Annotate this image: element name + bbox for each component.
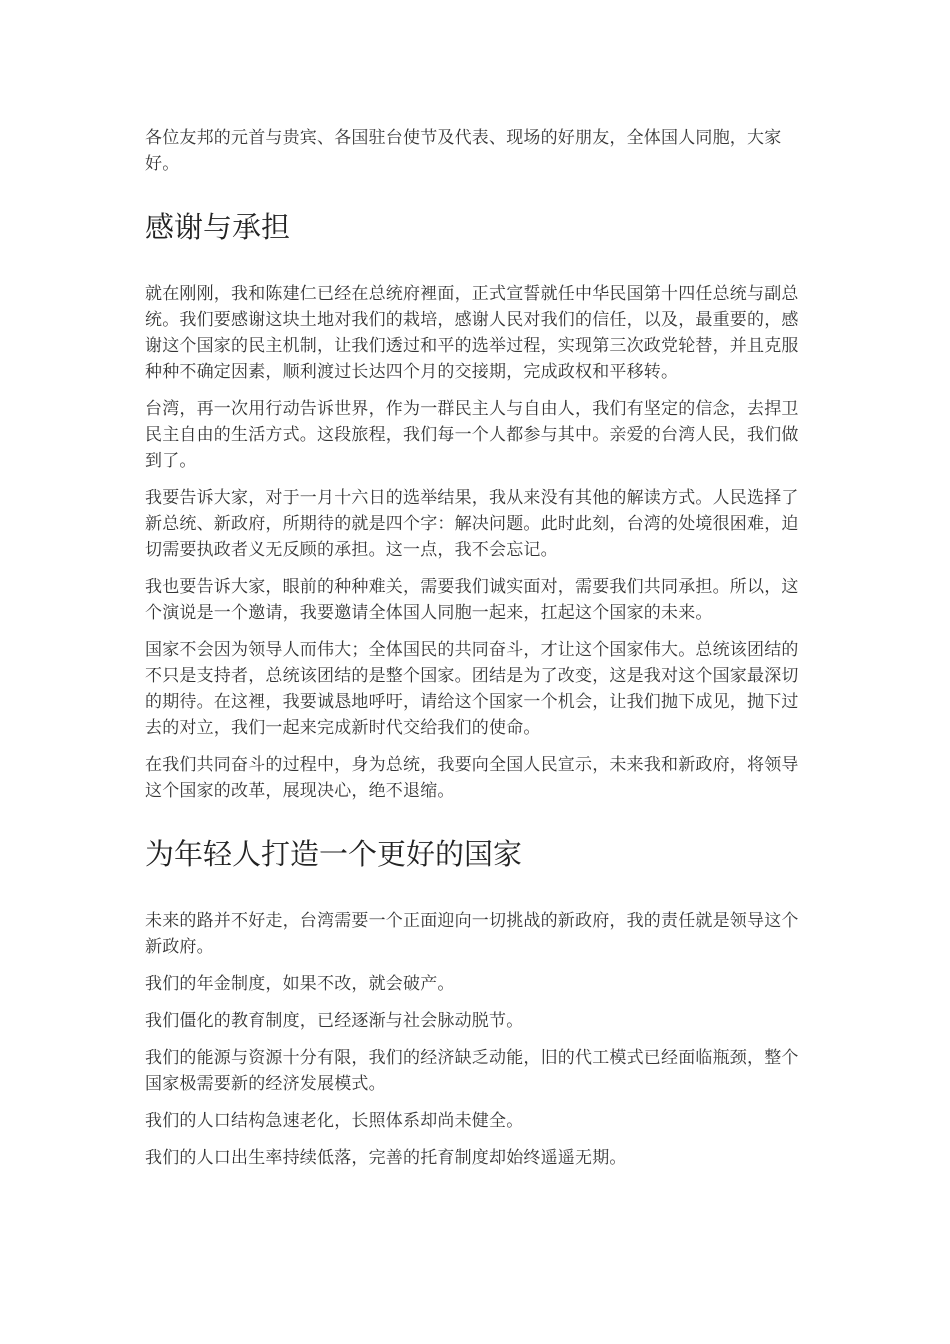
paragraph: 国家不会因为领导人而伟大；全体国民的共同奋斗，才让这个国家伟大。总统该团结的不只是支持者，总统该团结的是整个国家。团结是为了改变，这是我对这个国家最深切的期待。在这裡，我要诚恳地呼吁，请给这个国家一个机会，让我们抛下成见，抛下过去的对立，我们一起来完成新时代交给我们的使命。 [145, 640, 799, 738]
paragraph: 未来的路并不好走，台湾需要一个正面迎向一切挑战的新政府，我的责任就是领导这个新政府。 [145, 911, 799, 957]
paragraph: 我们的能源与资源十分有限，我们的经济缺乏动能，旧的代工模式已经面临瓶颈，整个国家极需要新的经济发展模式。 [145, 1048, 799, 1094]
section-heading-youth: 为年轻人打造一个更好的国家 [145, 837, 523, 871]
paragraph: 我也要告诉大家，眼前的种种难关，需要我们诚实面对，需要我们共同承担。所以，这个演说是一个邀请，我要邀请全体国人同胞一起来，扛起这个国家的未来。 [145, 577, 799, 623]
paragraph: 我要告诉大家，对于一月十六日的选举结果，我从来没有其他的解读方式。人民选择了新总统、新政府，所期待的就是四个字：解决问题。此时此刻，台湾的处境很困难，迫切需要执政者义无反顾的承担。这一点，我不会忘记。 [145, 488, 799, 560]
paragraph: 我们的人口出生率持续低落，完善的托育制度却始终遥遥无期。 [145, 1148, 627, 1168]
paragraph: 就在刚刚，我和陈建仁已经在总统府裡面，正式宣誓就任中华民国第十四任总统与副总统。我们要感谢这块土地对我们的栽培，感谢人民对我们的信任，以及，最重要的，感谢这个国家的民主机制，让我们透过和平的选举过程，实现第三次政党轮替，并且克服种种不确定因素，顺利渡过长达四个月的交接期，完成政权和平移转。 [145, 284, 799, 382]
paragraph: 我们的年金制度，如果不改，就会破产。 [145, 974, 455, 994]
paragraph: 我们僵化的教育制度，已经逐渐与社会脉动脱节。 [145, 1011, 524, 1031]
section-heading-gratitude: 感谢与承担 [145, 210, 291, 244]
paragraph: 我们的人口结构急速老化，长照体系却尚未健全。 [145, 1111, 524, 1131]
paragraph: 台湾，再一次用行动告诉世界，作为一群民主人与自由人，我们有坚定的信念，去捍卫民主自由的生活方式。这段旅程，我们每一个人都参与其中。亲爱的台湾人民，我们做到了。 [145, 399, 799, 471]
document-body [145, 125, 807, 1171]
intro-paragraph: 各位友邦的元首与贵宾、各国驻台使节及代表、现场的好朋友，全体国人同胞，大家好。 [145, 128, 782, 174]
paragraph: 在我们共同奋斗的过程中，身为总统，我要向全国人民宣示，未来我和新政府，将领导这个国家的改革，展现决心，绝不退缩。 [145, 755, 799, 801]
